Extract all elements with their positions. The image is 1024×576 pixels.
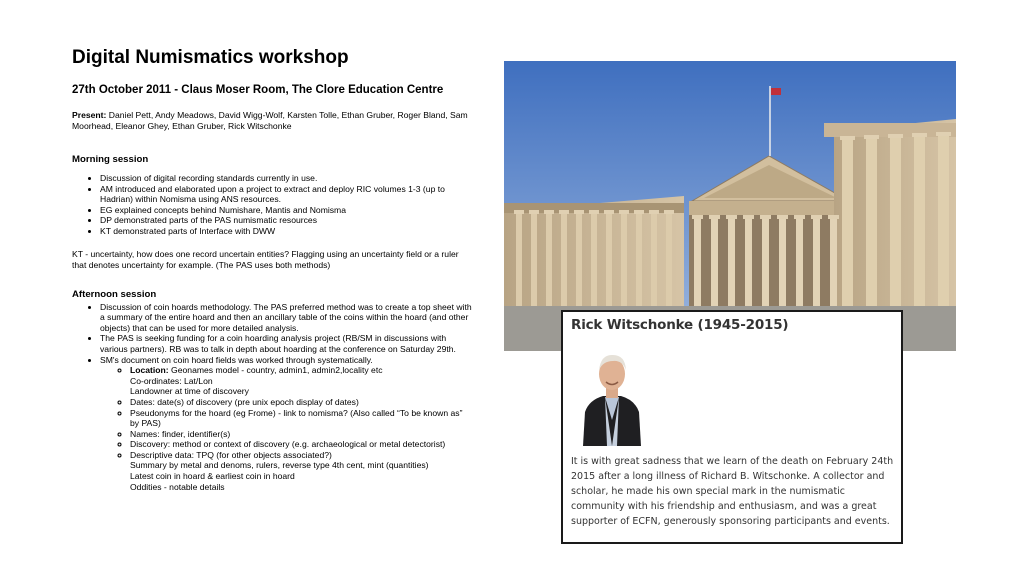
list-item: • Discussion of coin hoards methodology. The PAS preferred method was to create a top sheet with a summary of the entire hoard and then an ancillary table of the coins within the hoard (and other objects) that can be used for more detailed analysis. xyxy=(100,302,472,334)
column xyxy=(762,218,769,306)
column-capital xyxy=(664,210,674,214)
column-capital xyxy=(912,133,927,137)
column-capital xyxy=(864,135,879,139)
column xyxy=(728,218,735,306)
column-capital xyxy=(888,134,903,138)
descriptive-line: Descriptive data: TPQ (for other objects associated?) xyxy=(130,449,332,460)
column-capital xyxy=(828,215,839,219)
column-capital xyxy=(936,132,951,136)
present-names: Daniel Pett, Andy Meadows, David Wigg-Wolf, Karsten Tolle, Ethan Gruber, Roger Bland, Sam Moorhead, Eleanor Ghey, Ethan Gruber, Rick Witschonke xyxy=(72,110,468,131)
column-capital xyxy=(794,215,805,219)
column xyxy=(890,137,901,306)
column xyxy=(531,213,537,306)
column-capital xyxy=(544,210,554,214)
column-capital xyxy=(604,210,614,214)
oddities-line: Oddities - notable details xyxy=(130,481,225,492)
morning-heading: Morning session xyxy=(72,154,149,165)
column-capital xyxy=(692,215,703,219)
column xyxy=(606,213,612,306)
list-item: ◦ Discovery: method or context of discovery (e.g. archaeological or metal detectorist) xyxy=(130,439,472,450)
present-list xyxy=(72,110,472,132)
column xyxy=(561,213,567,306)
column xyxy=(666,213,672,306)
list-item: • The PAS is seeking funding for a coin hoarding analysis project (RB/SM in discussions with various partners). RB was to talk in depth about hoarding at the conference on Saturday 29th. xyxy=(100,333,472,354)
morning-list xyxy=(72,173,472,237)
column xyxy=(546,213,552,306)
british-museum-photo xyxy=(504,61,956,351)
column xyxy=(938,135,949,306)
document-subtitle: 27th October 2011 - Claus Moser Room, The Clore Education Centre xyxy=(72,84,444,96)
column-capital xyxy=(760,215,771,219)
location-label: Location: xyxy=(130,365,169,376)
workshop-document xyxy=(72,46,472,492)
column xyxy=(830,218,837,306)
afternoon-heading: Afternoon session xyxy=(72,288,157,300)
column xyxy=(813,218,820,306)
column xyxy=(651,213,657,306)
list-item-text: SM's document on coin hoard fields was worked through systematically. xyxy=(100,354,373,365)
column xyxy=(842,139,853,306)
column-capital xyxy=(649,210,659,214)
present-label: Present: xyxy=(72,110,107,120)
column xyxy=(779,218,786,306)
obituary-card xyxy=(561,310,903,544)
document-title: Digital Numismatics workshop xyxy=(72,47,349,68)
column-capital xyxy=(840,136,855,140)
hoard-fields-list xyxy=(100,365,472,492)
landowner-line: Landowner at time of discovery xyxy=(130,386,249,397)
column xyxy=(591,213,597,306)
column-capital xyxy=(529,210,539,214)
list-item: ◦ Pseudonyms for the hoard (eg Frome) - link to nomisma? (Also called “To be known as” by PAS) xyxy=(130,408,472,429)
location-text: Geonames model - country, admin1, admin2,locality etc xyxy=(168,365,383,376)
column-capital xyxy=(743,215,754,219)
column-capital xyxy=(559,210,569,214)
column-capital xyxy=(589,210,599,214)
list-item: • AM introduced and elaborated upon a project to extract and deploy RIC volumes 1-3 (up to Hadrian) within Nomisma using ANS resources. xyxy=(100,184,472,205)
list-item: • KT demonstrated parts of Interface with DWW xyxy=(100,226,472,237)
column xyxy=(914,136,925,306)
column-capital xyxy=(777,215,788,219)
list-item: • DP demonstrated parts of the PAS numismatic resources xyxy=(100,215,472,226)
obituary-title: Rick Witschonke (1945-2015) xyxy=(571,317,789,333)
list-item: • EG explained concepts behind Numishare, Mantis and Nomisma xyxy=(100,205,472,216)
coords-line: Co-ordinates: Lat/Lon xyxy=(130,375,213,386)
column xyxy=(621,213,627,306)
column-capital xyxy=(811,215,822,219)
column-capital xyxy=(574,210,584,214)
column xyxy=(694,218,701,306)
portrait-photo xyxy=(575,342,649,446)
column-capital xyxy=(634,210,644,214)
latest-line: Latest coin in hoard & earliest coin in hoard xyxy=(130,471,295,482)
summary-line: Summary by metal and denoms, rulers, reverse type 4th cent, mint (quantities) xyxy=(130,460,429,471)
column xyxy=(745,218,752,306)
list-item xyxy=(130,365,472,397)
list-item: ◦ Dates: date(s) of discovery (pre unix epoch display of dates) xyxy=(130,397,472,408)
column xyxy=(576,213,582,306)
column xyxy=(796,218,803,306)
column xyxy=(866,138,877,306)
kt-note: KT - uncertainty, how does one record uncertain entities? Flagging using an uncertainty field or a ruler that denotes uncertainty for example. (The PAS uses both methods) xyxy=(72,248,459,270)
afternoon-list xyxy=(72,302,472,493)
column xyxy=(636,213,642,306)
list-item xyxy=(130,450,472,492)
column-capital xyxy=(709,215,720,219)
obituary-text: It is with great sadness that we learn of the death on February 24th 2015 after a long illness of Richard B. Witschonke. A collector and scholar, he made his own special mark in the numismatic community with his friendship and enthusiasm, and was a great supporter of ECFN, generously sponsoring participants and events. xyxy=(571,456,894,527)
column-capital xyxy=(514,210,524,214)
list-item: ◦ Names: finder, identifier(s) xyxy=(130,429,472,440)
list-item: • Discussion of digital recording standards currently in use. xyxy=(100,173,472,184)
column-capital xyxy=(726,215,737,219)
column xyxy=(516,213,522,306)
column xyxy=(711,218,718,306)
list-item xyxy=(100,355,472,493)
column-capital xyxy=(619,210,629,214)
